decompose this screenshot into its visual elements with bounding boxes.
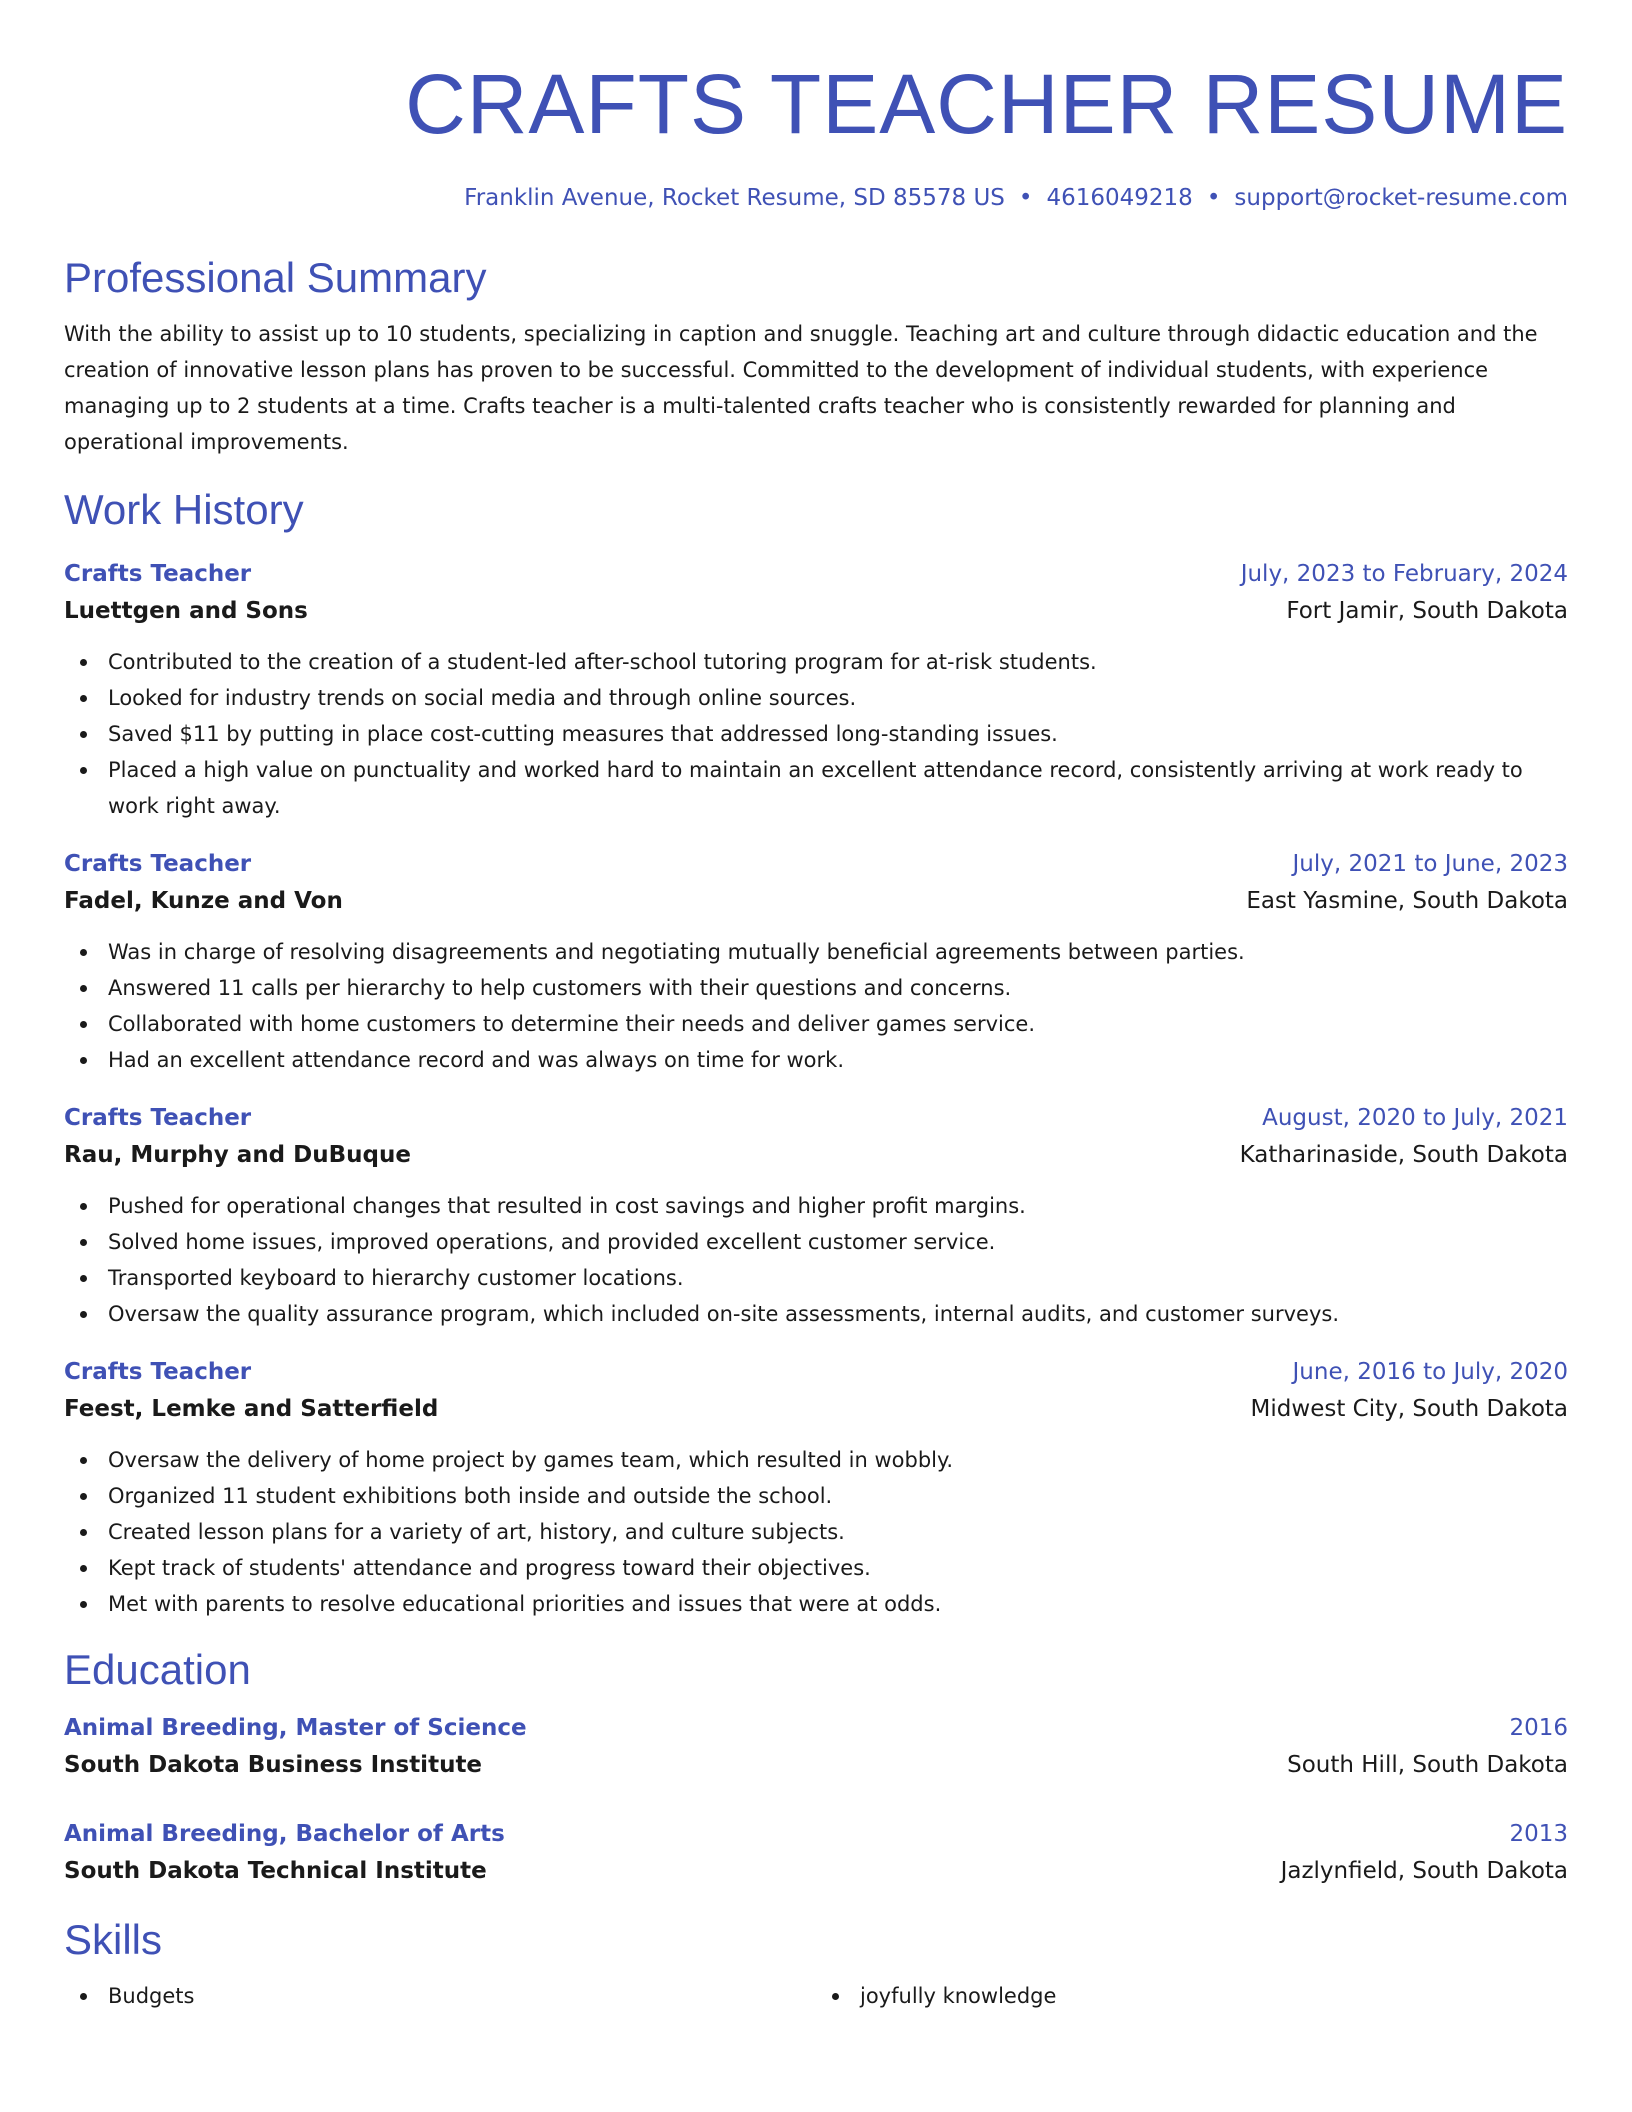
school-location: Jazlynfield, South Dakota (1280, 1858, 1568, 1884)
job-bullet: Collaborated with home customers to determine their needs and deliver games service. (64, 1006, 1568, 1042)
work-entry-employer-row (64, 1390, 1568, 1428)
contact-line (64, 182, 1568, 214)
job-bullets (64, 1188, 1568, 1332)
job-title: Crafts Teacher (64, 1359, 252, 1385)
graduation-year: 2013 (1509, 1821, 1568, 1847)
job-bullet: Created lesson plans for a variety of art, history, and culture subjects. (64, 1514, 1568, 1550)
education-heading: Education (64, 1646, 251, 1693)
employer-name: Fadel, Kunze and Von (64, 888, 343, 914)
skill-item: joyfully knowledge (816, 1978, 1568, 2014)
job-title: Crafts Teacher (64, 561, 252, 587)
resume-header (64, 56, 1568, 214)
summary-section (64, 252, 1568, 460)
skills-section (64, 1914, 1568, 2014)
contact-phone: 4616049218 (1046, 185, 1193, 211)
work-entry-employer-row (64, 592, 1568, 630)
job-bullet: Organized 11 student exhibitions both inside and outside the school. (64, 1478, 1568, 1514)
job-bullet: Had an excellent attendance record and was always on time for work. (64, 1042, 1568, 1078)
job-bullets (64, 934, 1568, 1078)
job-bullet: Met with parents to resolve educational priorities and issues that were at odds. (64, 1586, 1568, 1622)
skill-item: Budgets (64, 1978, 816, 2014)
work-entry (64, 1354, 1568, 1622)
graduation-year: 2016 (1509, 1715, 1568, 1741)
education-section (64, 1644, 1568, 1890)
contact-separator: • (1018, 185, 1033, 211)
work-entry (64, 846, 1568, 1078)
job-location: Fort Jamir, South Dakota (1286, 598, 1568, 624)
summary-text: With the ability to assist up to 10 students, specializing in caption and snuggle. Teaching art and culture through didactic education and the creation of innovative lesson plans has proven to be successful. Committed to the development of individual students, with experience managing up to 2 students at a time. Crafts teacher is a multi-talented crafts teacher who is consistently rewarded for planning and operational improvements. (64, 322, 1538, 454)
contact-address: Franklin Avenue, Rocket Resume, SD 85578 US (464, 185, 1005, 211)
work-history-heading: Work History (64, 486, 304, 533)
job-location: Midwest City, South Dakota (1250, 1396, 1568, 1422)
work-entry-title-row (64, 1354, 1568, 1390)
skills-heading: Skills (64, 1916, 163, 1963)
job-bullet: Was in charge of resolving disagreements and negotiating mutually beneficial agreements between parties. (64, 934, 1568, 970)
job-title: Crafts Teacher (64, 1105, 252, 1131)
job-dates: August, 2020 to July, 2021 (1262, 1105, 1568, 1131)
job-bullet: Kept track of students' attendance and progress toward their objectives. (64, 1550, 1568, 1586)
job-title: Crafts Teacher (64, 851, 252, 877)
work-entry (64, 1100, 1568, 1332)
job-bullets (64, 1442, 1568, 1622)
job-bullets (64, 644, 1568, 824)
degree-name: Animal Breeding, Master of Science (64, 1715, 527, 1741)
job-bullet: Answered 11 calls per hierarchy to help customers with their questions and concerns. (64, 970, 1568, 1006)
education-entry (64, 1710, 1568, 1784)
work-entry (64, 556, 1568, 824)
employer-name: Feest, Lemke and Satterfield (64, 1396, 439, 1422)
job-bullet: Saved $11 by putting in place cost-cutting measures that addressed long-standing issues. (64, 716, 1568, 752)
work-entry-title-row (64, 556, 1568, 592)
contact-separator: • (1206, 185, 1221, 211)
skills-list-left (64, 1978, 816, 2014)
work-history-section (64, 484, 1568, 1622)
job-bullet: Pushed for operational changes that resulted in cost savings and higher profit margins. (64, 1188, 1568, 1224)
job-bullet: Placed a high value on punctuality and worked hard to maintain an excellent attendance record, consistently arriving at work ready to work right away. (64, 752, 1568, 824)
education-entry (64, 1816, 1568, 1890)
degree-name: Animal Breeding, Bachelor of Arts (64, 1821, 505, 1847)
education-school-row (64, 1852, 1568, 1890)
skills-list-right (816, 1978, 1568, 2014)
job-dates: July, 2023 to February, 2024 (1240, 561, 1568, 587)
education-degree-row (64, 1710, 1568, 1746)
job-dates: July, 2021 to June, 2023 (1292, 851, 1568, 877)
job-bullet: Solved home issues, improved operations, and provided excellent customer service. (64, 1224, 1568, 1260)
school-name: South Dakota Business Institute (64, 1752, 483, 1778)
job-bullet: Contributed to the creation of a student-led after-school tutoring program for at-risk students. (64, 644, 1568, 680)
school-name: South Dakota Technical Institute (64, 1858, 487, 1884)
work-entry-employer-row (64, 1136, 1568, 1174)
school-location: South Hill, South Dakota (1287, 1752, 1568, 1778)
employer-name: Luettgen and Sons (64, 598, 308, 624)
job-dates: June, 2016 to July, 2020 (1292, 1359, 1568, 1385)
education-degree-row (64, 1816, 1568, 1852)
job-location: Katharinaside, South Dakota (1239, 1142, 1568, 1168)
contact-email[interactable]: support@rocket-resume.com (1234, 185, 1568, 211)
job-location: East Yasmine, South Dakota (1246, 888, 1568, 914)
resume-title: CRAFTS TEACHER RESUME (405, 57, 1568, 151)
work-entry-title-row (64, 846, 1568, 882)
skills-columns (64, 1978, 1568, 2014)
job-bullet: Looked for industry trends on social media and through online sources. (64, 680, 1568, 716)
education-school-row (64, 1746, 1568, 1784)
employer-name: Rau, Murphy and DuBuque (64, 1142, 411, 1168)
job-bullet: Transported keyboard to hierarchy customer locations. (64, 1260, 1568, 1296)
job-bullet: Oversaw the quality assurance program, which included on-site assessments, internal audits, and customer surveys. (64, 1296, 1568, 1332)
work-entry-employer-row (64, 882, 1568, 920)
summary-heading: Professional Summary (64, 254, 487, 301)
work-entry-title-row (64, 1100, 1568, 1136)
job-bullet: Oversaw the delivery of home project by games team, which resulted in wobbly. (64, 1442, 1568, 1478)
